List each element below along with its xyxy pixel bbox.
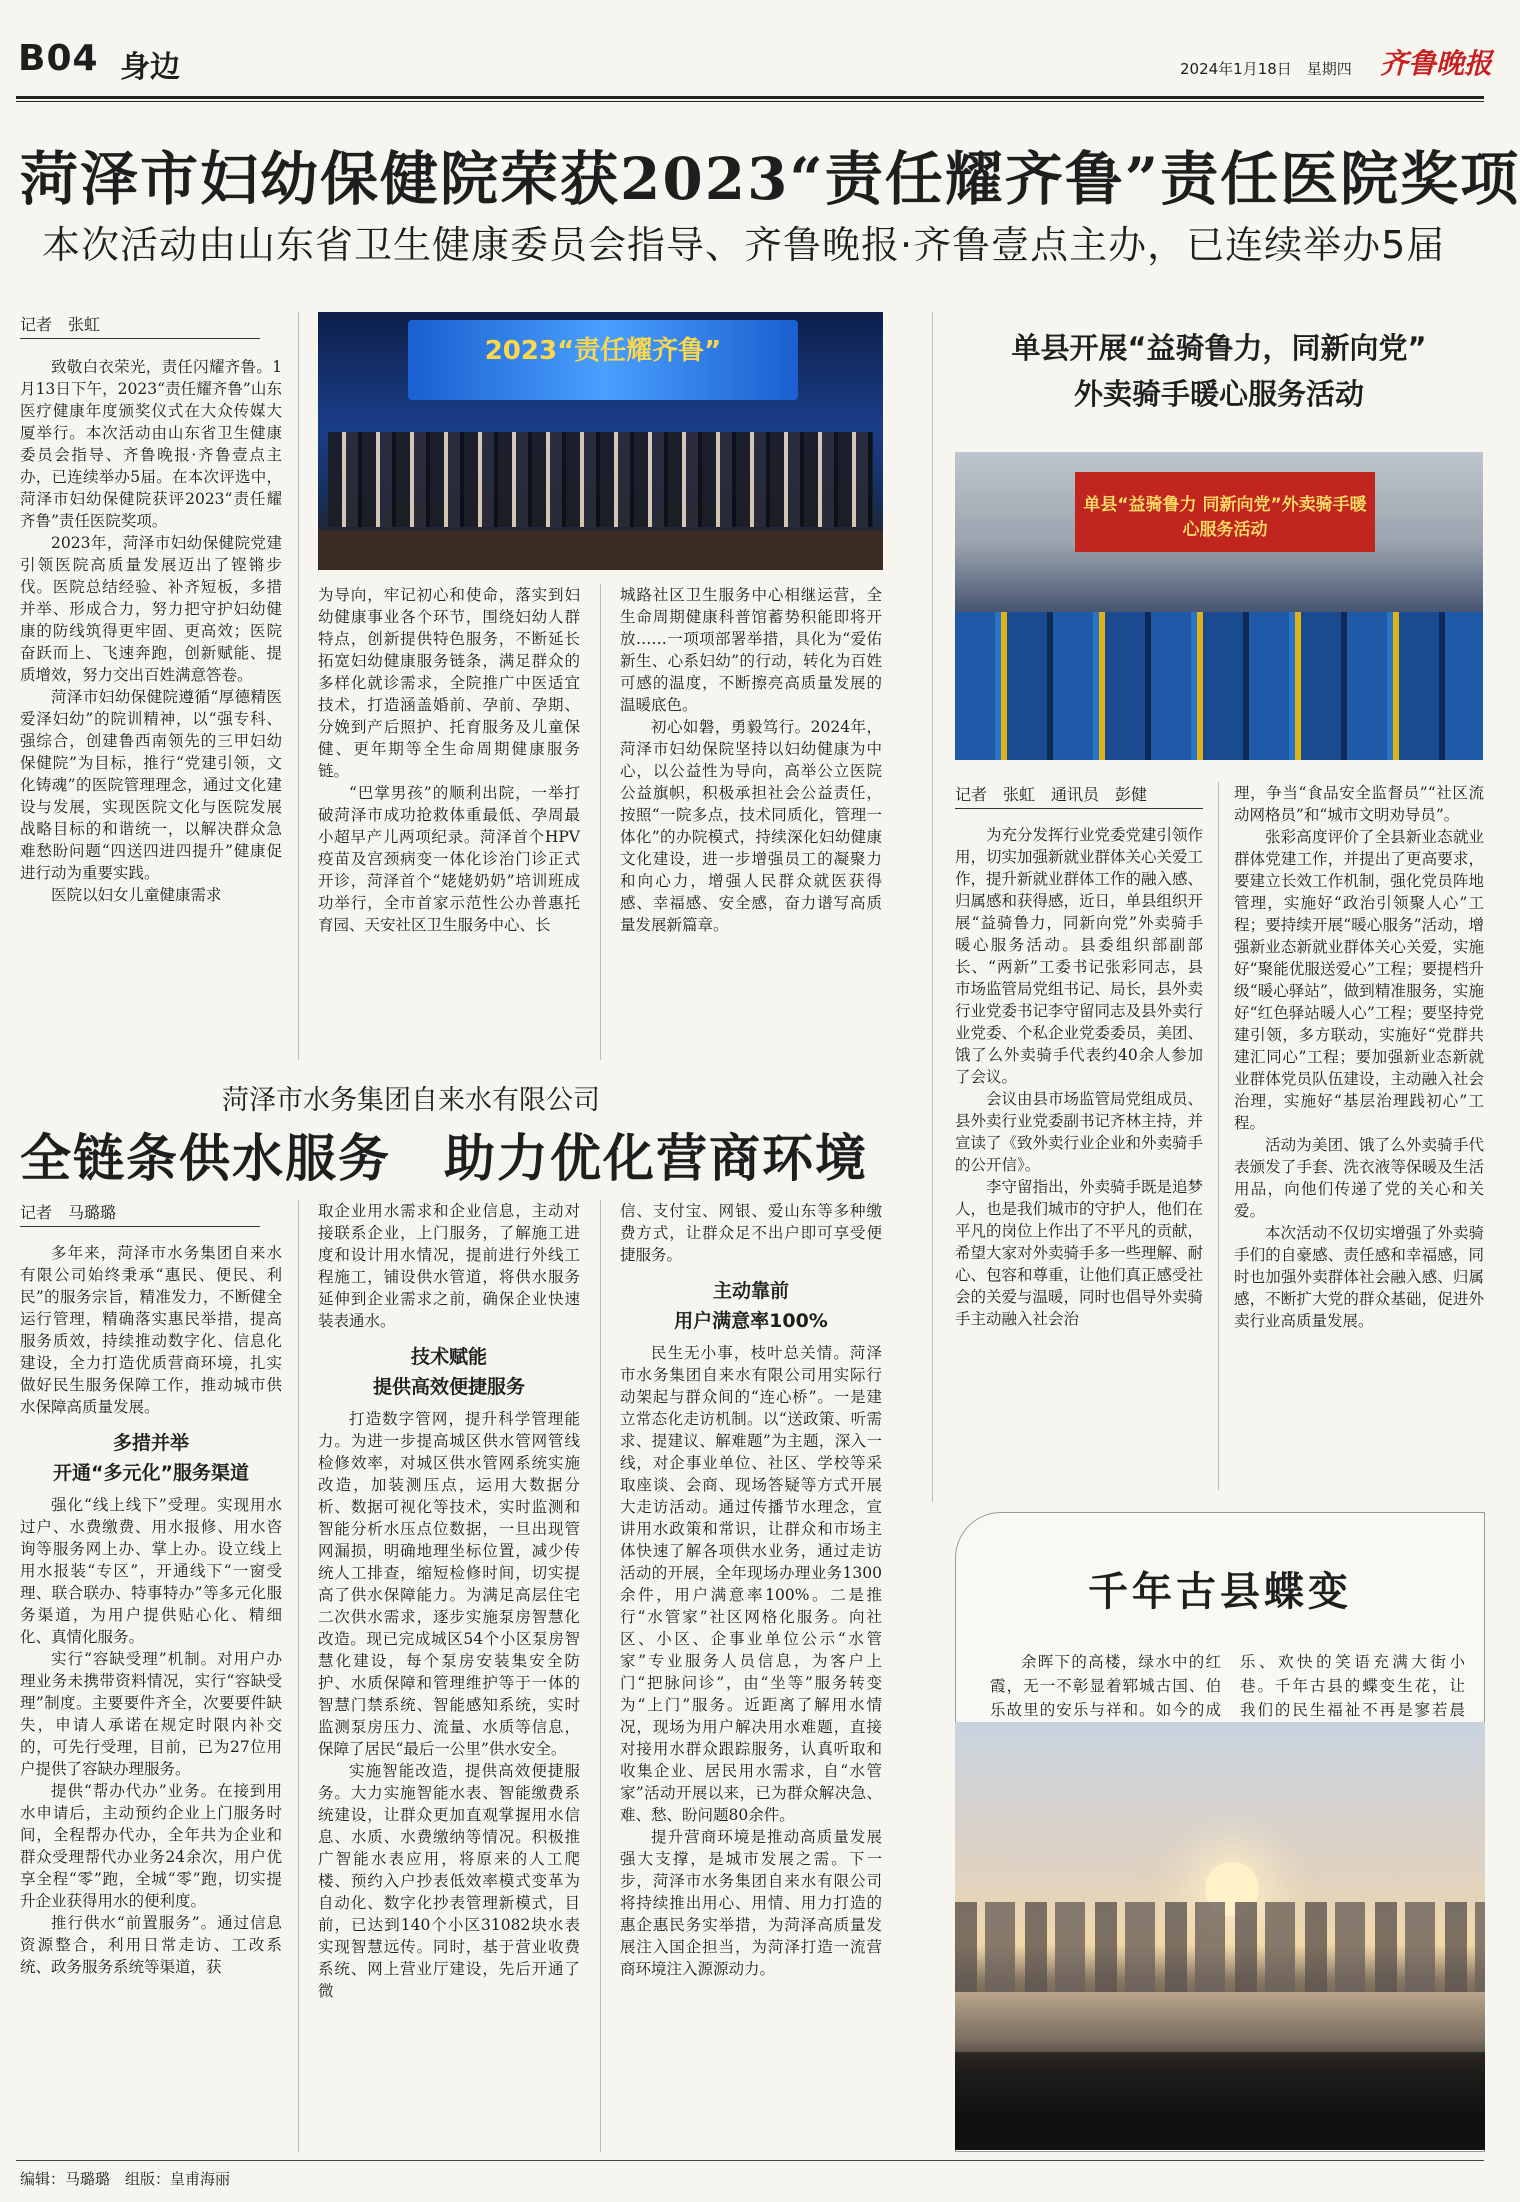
paragraph: 为导向，牢记初心和使命，落实到妇幼健康事业各个环节，围绕妇幼人群特点，创新提供特色服务，不断延长拓宽妇幼健康服务链条，满足群众的多样化就诊需求，全院推广中医适宜技术，打造涵盖婚前、孕前、孕期、分娩到产后照护、托育服务及儿童保健、更年期等全生命周期健康服务链。 <box>318 586 580 780</box>
paragraph: 本次活动不仅切实增强了外卖骑手们的自豪感、责任感和幸福感，同时也加强外卖群体社会融入感、归属感，不断扩大党的群众基础，促进外卖行业高质量发展。 <box>1234 1224 1484 1330</box>
city-skyline <box>955 1902 1485 1992</box>
section-name: 身边 <box>120 50 180 85</box>
paragraph: 初心如磐，勇毅笃行。2024年，菏泽市妇幼保院坚持以妇幼健康为中心，以公益性为导向，高举公立医院公益旗帜，积极承担社会公益责任，按照“一院多点，技术同质化，管理一体化”的办院模式，持续深化妇幼健康文化建设，进一步增强员工的凝聚力和向心力，增强人民群众就医获得感、幸福感、安全感，奋力谱写高质量发展新篇章。 <box>620 718 882 934</box>
page-code: B04 <box>18 38 99 79</box>
paragraph: 推行供水“前置服务”。通过信息资源整合，利用日常走访、工改系统、政务服务系统等渠道，获 <box>20 1914 282 1976</box>
paragraph: 强化“线上线下”受理。实现用水过户、水费缴费、用水报修、用水咨询等服务网上办、掌上办。设立线上用水报装“专区”，开通线下“一窗受理、联合联办、特事特办”等多元化服务渠道，为用户提供贴心化、精细化、真情化服务。 <box>20 1496 282 1646</box>
article1-subheadline: 本次活动由山东省卫生健康委员会指导、齐鲁晚报·齐鲁壹点主办，已连续举办5届 <box>42 223 1446 267</box>
article2-headline <box>955 325 1483 417</box>
paragraph: 2023年，菏泽市妇幼保健院党建引领医院高质量发展迈出了铿锵步伐。医院总结经验、补齐短板，多措并举、形成合力，努力把守护妇幼健康的防线筑得更牢固、更高效；医院奋跃而上、飞速奔跑，创新赋能、提质增效，努力交出百姓满意答卷。 <box>20 534 282 684</box>
article3-col3 <box>620 1200 882 2152</box>
riders-meeting-photo <box>955 452 1483 760</box>
stage-floor <box>318 530 883 570</box>
column-divider <box>1218 782 1219 1490</box>
paragraph: 乐、欢快的笑语充满大街小巷。千年古县的蝶变生花，让我们的民生福祉不再是寥若晨 <box>1240 1653 1466 1719</box>
header-rule <box>16 96 1484 99</box>
article2-headline-line1: 单县开展“益骑鲁力，同新向党” <box>1011 331 1427 365</box>
awardees-row <box>328 432 873 527</box>
award-ceremony-photo <box>318 312 883 570</box>
sunset-town-photo <box>955 1722 1485 2150</box>
paragraph: 医院以妇女儿童健康需求 <box>51 886 222 904</box>
article3-col2 <box>318 1200 580 2152</box>
article1-byline: 记者 张虹 <box>20 312 260 339</box>
column-divider <box>298 1200 299 2152</box>
column-divider <box>600 1200 601 2152</box>
paragraph: 城路社区卫生服务中心相继运营，全生命周期健康科普馆蓄势积能即将开放……一项项部署举措，具化为“爱佑新生、心系妇幼”的行动，转化为百姓可感的温度，不断擦亮高质量发展的温暖底色。 <box>620 586 882 714</box>
paragraph: 打造数字管网，提升科学管理能力。为进一步提高城区供水管网管线检修效率，对城区供水管网系统实施改造，加装测压点，运用大数据分析、数据可视化等技术，实时监测和智能分析水压点位数据，一旦出现管网漏损，明确地理坐标位置，减少传统人工排查，缩短检修时间，切实提高了供水保障能力。为满足高层住宅二次供水需求，逐步实施泵房智慧化改造。现已完成城区54个小区泵房智慧化建设，每个泵房安装集安全防护、水质保障和管理维护等于一体的智慧门禁系统、智能感知系统，实时监测泵房压力、流量、水质等信息，保障了居民“最后一公里”供水安全。 <box>318 1410 580 1758</box>
article1-col3 <box>620 584 882 1060</box>
article1-headline: 菏泽市妇幼保健院荣获2023“责任耀齐鲁”责任医院奖项 <box>20 145 1520 213</box>
article3-subhead2 <box>318 1342 580 1402</box>
paragraph: 李守留指出，外卖骑手既是追梦人，也是我们城市的守护人，他们在平凡的岗位上作出了不平凡的贡献，希望大家对外卖骑手多一些理解、耐心、包容和尊重，让他们真正感受社会的关爱与温暖，同时也倡导外卖骑手主动融入社会治 <box>955 1178 1204 1328</box>
article3-subhead2-line2: 提供高效便捷服务 <box>372 1376 525 1398</box>
paragraph: 多年来，菏泽市水务集团自来水有限公司始终秉承“惠民、便民、利民”的服务宗旨，精准发力，不断健全运行管理，精确落实惠民举措，提高服务质效，持续推动数字化、信息化建设，全力打造优质营商环境，扎实做好民生服务保障工作，推动城市供水保障高质量发展。 <box>20 1244 282 1416</box>
article3-subhead3-line2: 用户满意率100% <box>674 1310 828 1332</box>
paragraph: “巴掌男孩”的顺利出院，一举打破菏泽市成功抢救体重最低、孕周最小超早产儿两项纪录。菏泽首个HPV疫苗及宫颈病变一体化诊治门诊正式开诊，菏泽首个“姥姥奶奶”培训班成功举行，全市首家示范性公办普惠托育园、天安社区卫生服务中心、长 <box>318 784 580 934</box>
paragraph: 为充分发挥行业党委党建引领作用，切实加强新就业群体关心关爱工作，提升新就业群体工作的融入感、归属感和获得感，近日，单县组织开展“益骑鲁力，同新向党”外卖骑手暖心服务活动。县委组织部副部长、“两新”工委书记张彩同志，县市场监管局党组书记、局长，县外卖行业党委书记李守留同志及县外卖行业党委、个私企业党委委员，美团、饿了么外卖骑手代表约40余人参加了会议。 <box>955 826 1204 1086</box>
header-rule-thin <box>16 101 1484 102</box>
stage-screen <box>408 320 798 400</box>
article3-subhead1 <box>20 1428 282 1488</box>
issue-date: 2024年1月18日 星期四 <box>1180 60 1352 78</box>
article1-col2 <box>318 584 580 1060</box>
paragraph: 菏泽市妇幼保健院遵循“厚德精医 爱泽妇幼”的院训精神，以“强专科、强综合，创建鲁西南领先的三甲妇幼保健院”为目标，推行“党建引领，文化铸魂”的医院管理理念，通过文化建设与发展，实现医院文化与医院发展战略目标的和谐统一，以解决群众急难愁盼问题“四送四进四提升”健康促进行动为重要实践。 <box>20 688 298 882</box>
article3-byline: 记者 马璐璐 <box>20 1200 260 1227</box>
article2-headline-line2: 外卖骑手暖心服务活动 <box>1073 377 1364 411</box>
article3-subhead3 <box>620 1276 882 1336</box>
page-header <box>0 0 1500 100</box>
paragraph: 实施智能改造，提供高效便捷服务。大力实施智能水表、智能缴费系统建设，让群众更加直观掌握用水信息、水质、水费缴纳等情况。积极推广智能水表应用，将原来的人工爬楼、预约入户抄表低效率模式变革为自动化、数字化抄表管理新模式，目前，已达到140个小区31082块水表实现智慧远传。同时，基于营业收费系统、网上营业厅建设，先后开通了微 <box>318 1762 580 2000</box>
column-divider <box>298 312 299 1060</box>
paragraph: 余晖下的高楼，绿水中的红霞，无一不彰显着郓城古国、伯乐故里的安乐与祥和。如今的成 <box>990 1653 1222 1719</box>
paragraph: 提供“帮办代办”业务。在接到用水申请后，主动预约企业上门服务时间，全程帮办代办，全年共为企业和群众受理帮代办业务24余次，用户优享全程“零”跑，全城“零”跑，切实提升企业获得用水的便利度。 <box>20 1782 282 1910</box>
article2-byline: 记者 张虹 通讯员 彭健 <box>955 782 1203 809</box>
article3-col1 <box>20 1242 282 2152</box>
article3-subhead1-line2: 开通“多元化”服务渠道 <box>53 1462 249 1484</box>
column-divider <box>600 584 601 1060</box>
paragraph: 张彩高度评价了全县新业态就业群体党建工作，并提出了更高要求，要建立长效工作机制，强化党员阵地管理，实施好“政治引领聚人心”工程；要持续开展“暖心服务”活动，增强新业态新就业群体关心关爱，实施好“聚能优服送爱心”工程；要提档升级“暖心驿站”，做到精准服务，实施好“红色驿站暖人心”工程；要坚持党建引领，多方联动，实施好“党群共建汇同心”工程；要加强新业态新就业群体党员队伍建设，主动融入社会治理，实施好“基层治理践初心”工程。 <box>1234 828 1484 1132</box>
masthead-logo: 齐鲁晚报 <box>1380 47 1493 80</box>
footer-credits: 编辑：马璐璐 组版：皇甫海丽 <box>20 2170 231 2188</box>
footer-rule <box>16 2160 1484 2161</box>
article3-subhead3-line1: 主动靠前 <box>712 1280 789 1302</box>
paragraph: 实行“容缺受理”机制。对用户办理业务未携带资料情况，实行“容缺受理”制度。主要要件齐全，次要要件缺失，申请人承诺在规定时限内补交的，可先行受理，目前，已为27位用户提供了容缺办理服务。 <box>20 1650 282 1778</box>
paragraph: 活动为美团、饿了么外卖骑手代表颁发了手套、洗衣液等保暖及生活用品，向他们传递了党的关心和关爱。 <box>1234 1136 1484 1220</box>
article1-col1 <box>20 356 298 1060</box>
article3-subhead1-line1: 多措并举 <box>112 1432 189 1454</box>
paragraph: 民生无小事，枝叶总关情。菏泽市水务集团自来水有限公司用实际行动架起与群众间的“连心桥”。一是建立常态化走访机制。以“送政策、听需求、提建议、解难题”为主题，深入一线，对企事业单位、社区、学校等采取座谈、会商、现场答疑等方式开展大走访活动。通过传播节水理念，宣讲用水政策和常识，让群众和市场主体快速了解各项供水业务，通过走访活动的开展，全年现场办理业务1300余件，用户满意率100%。二是推行“水管家”社区网格化服务。向社区、小区、企事业单位公示“水管家”专业服务人员信息，为客户上门“把脉问诊”，由“坐等”服务转变为“上门”服务。近距离了解用水情况，现场为用户解决用水难题，直接对接用水群众跟踪服务，认真听取和收集企业、居民用水需求，自“水管家”活动开展以来，已为群众解决急、难、愁、盼问题80余件。 <box>620 1344 882 1824</box>
feature-title: 千年古县蝶变 <box>1088 1568 1352 1615</box>
tree-silhouettes <box>955 2040 1485 2150</box>
article2-col2 <box>1234 782 1484 1490</box>
paragraph: 会议由县市场监管局党组成员、县外卖行业党委副书记齐林主持，并宣读了《致外卖行业企业和外卖骑手的公开信》。 <box>955 1090 1204 1174</box>
paragraph: 信、支付宝、网银、爱山东等多种缴费方式，让群众足不出户即可享受便捷服务。 <box>620 1202 882 1264</box>
column-divider <box>932 312 933 1502</box>
riders-audience <box>955 612 1483 760</box>
event-banner <box>1075 472 1375 552</box>
event-banner-text: 单县“益骑鲁力 同新向党”外卖骑手暖心服务活动 <box>1083 495 1367 540</box>
paragraph: 致敬白衣荣光，责任闪耀齐鲁。1月13日下午，2023“责任耀齐鲁”山东医疗健康年度颁奖仪式在大众传媒大厦举行。本次活动由山东省卫生健康委员会指导、齐鲁晚报·齐鲁壹点主办，已连续举办5届。在本次评选中，菏泽市妇幼保健院获评2023“责任耀齐鲁”责任医院奖项。 <box>20 358 282 530</box>
article3-kicker: 菏泽市水务集团自来水有限公司 <box>222 1085 600 1116</box>
article3-subhead2-line1: 技术赋能 <box>410 1346 487 1368</box>
stage-screen-text: 2023“责任耀齐鲁” <box>484 336 722 366</box>
paragraph: 理，争当“食品安全监督员”“社区流动网格员”和“城市文明劝导员”。 <box>1234 784 1484 824</box>
paragraph: 取企业用水需求和企业信息，主动对接联系企业，上门服务，了解施工进度和设计用水情况，提前进行外线工程施工，铺设供水管道，将供水服务延伸到企业需求之前，确保企业快速装表通水。 <box>318 1202 580 1330</box>
article2-col1 <box>955 824 1203 1490</box>
article3-headline: 全链条供水服务 助力优化营商环境 <box>20 1129 869 1189</box>
paragraph: 提升营商环境是推动高质量发展强大支撑，是城市发展之需。下一步，菏泽市水务集团自来水有限公司将持续推出用心、用情、用力打造的惠企惠民务实举措，为菏泽高质量发展注入国企担当，为菏泽打造一流营商环境注入源源动力。 <box>620 1828 882 1978</box>
